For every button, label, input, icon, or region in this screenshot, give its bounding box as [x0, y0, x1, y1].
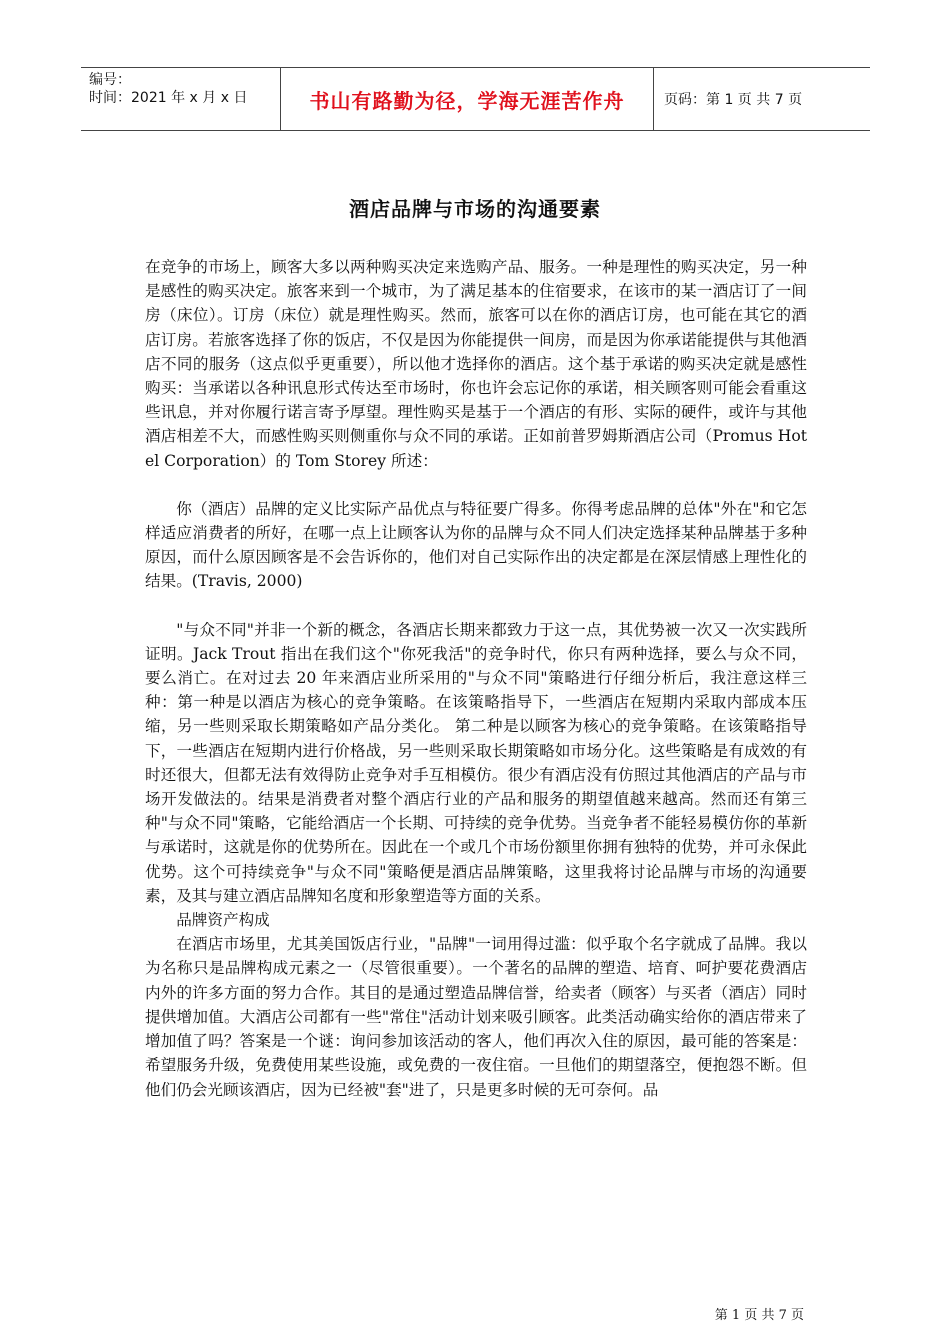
header-time: 时间：2021 年 x 月 x 日 — [89, 90, 248, 106]
document-title: 酒店品牌与市场的沟通要素 — [349, 197, 601, 221]
document-header — [81, 67, 870, 131]
paragraph-brand-assets: 在酒店市场里，尤其美国饭店行业，"品牌"一词用得过滥：似乎取个名字就成了品牌。我以为名称只是品牌构成元素之一（尽管很重要）。一个著名的品牌的塑造、培育、呵护要花费酒店内外的许多方面的努力合作。其目的是通过塑造品牌信誉，给卖者（顾客）与买者（酒店）同时提供增加值。大酒店公司都有一些"常住"活动计划来吸引顾客。此类活动确实给你的酒店带来了增加值了吗？答案是一个谜：询问参加该活动的客人，他们再次入住的原因，最可能的答案是：希望服务升级，免费使用某些设施，或免费的一夜住宿。一旦他们的期望落空，便抱怨不断。但他们仍会光顾该酒店，因为已经被"套"进了，只是更多时候的无可奈何。品 — [145, 935, 807, 1099]
header-meta — [81, 68, 281, 130]
paragraph-intro: 在竞争的市场上，顾客大多以两种购买决定来选购产品、服务。一种是理性的购买决定，另一种是感性的购买决定。旅客来到一个城市，为了满足基本的住宿要求，在该市的某一酒店订了一间房（床位）。订房（床位）就是理性购买。然而，旅客可以在你的酒店订房，也可能在其它的酒店订房。若旅客选择了你的饭店，不仅是因为你能提供一间房，而是因为你承诺能提供与其他酒店不同的服务（这点似乎更重要），所以他才选择你的酒店。这个基于承诺的购买决定就是感性购买：当承诺以各种讯息形式传达至市场时，你也许会忘记你的承诺，相关顾客则可能会看重这些讯息，并对你履行诺言寄予厚望。理性购买是基于一个酒店的有形、实际的硬件，或许与其他酒店相差不大，而感性购买则侧重你与众不同的承诺。正如前普罗姆斯酒店公司（Promus Hotel Corporation）的 Tom Storey 所述： — [145, 258, 807, 470]
header-motto: 书山有路勤为径，学海无涯苦作舟 — [281, 68, 654, 130]
paragraph-quote: 你（酒店）品牌的定义比实际产品优点与特征要广得多。你得考虑品牌的总体"外在"和它怎样适应消费者的所好，在哪一点上让顾客认为你的品牌与众不同人们决定选择某种品牌基于多种原因，而什么原因顾客是不会告诉你的，他们对自己实际作出的决定都是在深层情感上理性化的结果。(Travis, 2000) — [145, 499, 807, 591]
header-page-number: 页码：第 1 页 共 7 页 — [664, 92, 803, 108]
section-heading-brand-assets: 品牌资产构成 — [176, 911, 270, 930]
paragraph-strategy: "与众不同"并非一个新的概念，各酒店长期来都致力于这一点，其优势被一次又一次实践所证明。Jack Trout 指出在我们这个"你死我活"的竞争时代，你只有两种选择，要么与众不同，要么消亡。在对过去 20 年来酒店业所采用的"与众不同"策略进行仔细分析后，我注意这样三种：第一种是以酒店为核心的竞争策略。在该策略指导下，一些酒店在短期内采取内部成本压缩，另一些则采取长期策略如产品分类化。 第二种是以顾客为核心的竞争策略。在该策略指导下，一些酒店在短期内进行价格战，另一些则采取长期策略如市场分化。这些策略是有成效的有时还很大，但都无法有效得防止竞争对手互相模仿。很少有酒店没有仿照过其他酒店的产品与市场开发做法的。结果是消费者对整个酒店行业的产品和服务的期望值越来越高。然而还有第三种"与众不同"策略，它能给酒店一个长期、可持续的竞争优势。当竞争者不能轻易模仿你的革新与承诺时，这就是你的优势所在。因此在一个或几个市场份额里你拥有独特的优势，并可永保此优势。这个可持续竞争"与众不同"策略便是酒店品牌策略，这里我将讨论品牌与市场的沟通要素，及其与建立酒店品牌知名度和形象塑造等方面的关系。 — [145, 620, 807, 905]
document-body — [145, 255, 807, 1102]
header-number: 编号： — [89, 72, 131, 88]
page-footer: 第 1 页 共 7 页 — [714, 1308, 804, 1323]
